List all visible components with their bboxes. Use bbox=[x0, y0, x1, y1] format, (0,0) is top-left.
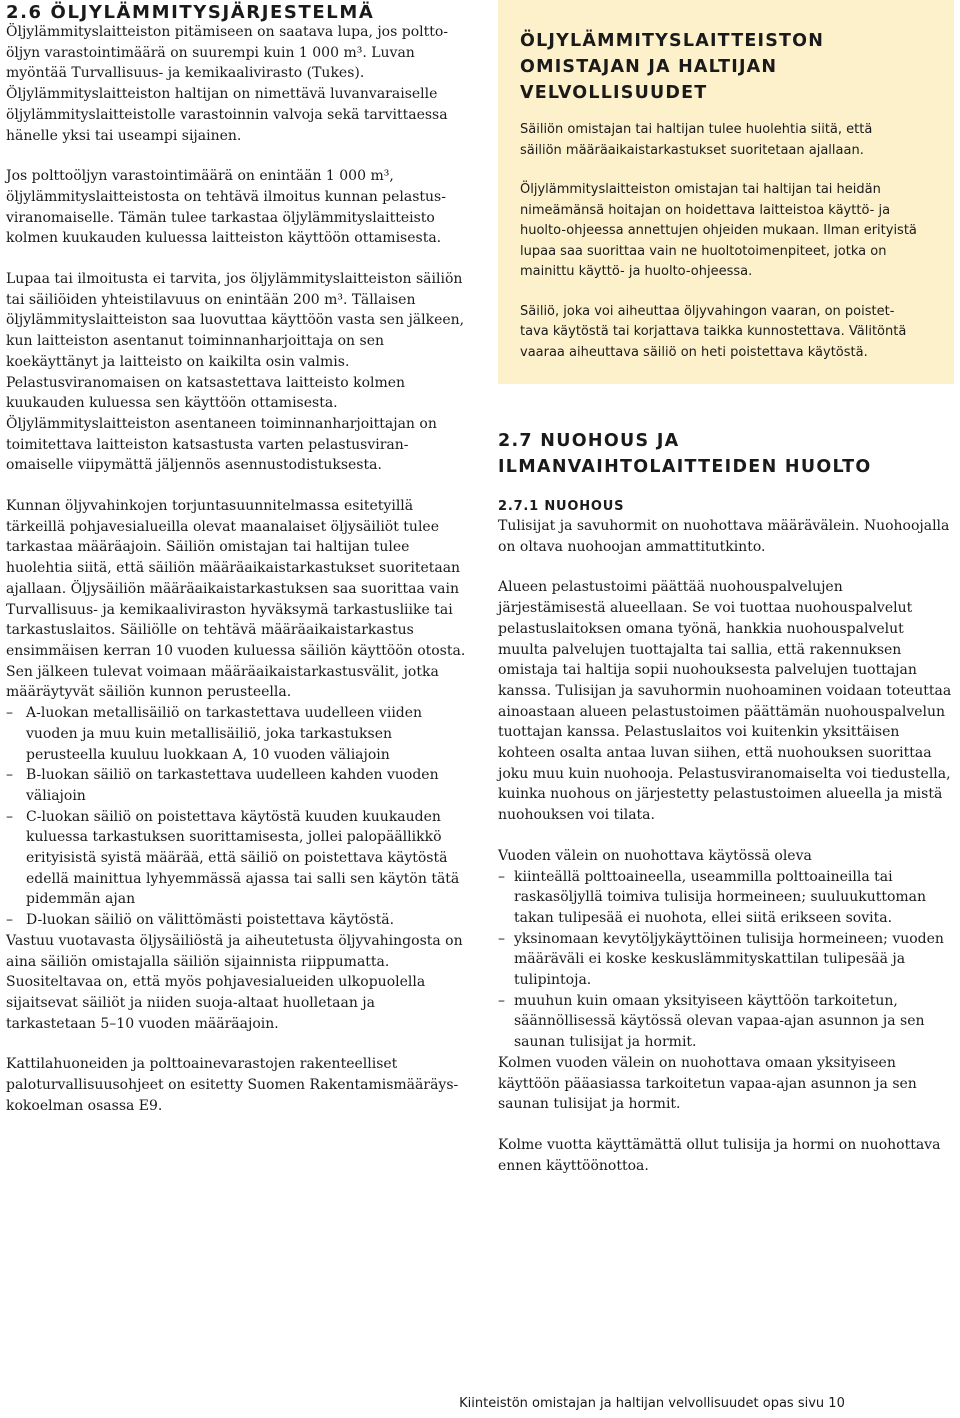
paragraph-fire-safety: Kattilahuoneiden ja polttoainevarastojen rakenteelliset paloturvallisuusohjeet on esitetty Suomen Rakentamismääräyskokoelman osassa E9. bbox=[6, 1056, 459, 1114]
section-title-2-6: 2.6 ÖLJYLÄMMITYSJÄRJESTELMÄ bbox=[6, 2, 375, 23]
paragraph-unused: Kolme vuotta käyttämättä ollut tulisija ja hormi on nuohottava ennen käyttöönottoa. bbox=[498, 1136, 941, 1174]
paragraph-inspections: Kunnan öljyvahinkojen torjuntasuunnitelmassa esitetyillä tärkeillä pohjavesialueilla olevat maanalaiset öljysäiliöt tulee tarkastaa määräajoin. Säiliön omistajan tai haltijan tulee huolehtia siitä, että säiliön määräaikaistarkastukset suoritetaan ajallaan. Öljysäiliön määräaikaistarkastuksen saa suorittaa vain Turvallisuus- ja kemikaaliviraston hyväksymä tarkastusliike tai tarkastuslaitos. Säiliölle on tehtävä määräaikaistarkastus ensimmäisen kerran 10 vuoden kuluessa säiliön käyttöön otosta. Sen jälkeen tulevat voimaan määräaikaistarkastusvälit, jotka määräytyvät säiliön kunnon perusteella. bbox=[6, 498, 466, 701]
left-column bbox=[6, 0, 468, 1116]
paragraph-no-permit: Lupaa tai ilmoitusta ei tarvita, jos öljylämmityslaitteiston säiliön tai säiliöiden yhteistilavuus on enintään 200 m³. Tällaisen öljylämmityslaitteiston saa luovuttaa käyttöön vasta sen jälkeen, kun laitteiston asentanut toiminnanharjoittaja on sen koekäyttänyt ja laitteisto on kaikilta osin valmis. Pelastusviranomaisen on katsastettava laitteisto kolmen kuukauden kuluessa sen käyttöön ottamisesta. Öljylämmityslaitteiston asentaneen toiminnanharjoittajan on toimitettava laitteiston katsastusta varten pelastusviranomaiselle viipymättä jäljennös asennustodistuksesta. bbox=[6, 271, 465, 474]
paragraph-list-intro: Vuoden välein on nuohottava käytössä oleva bbox=[498, 847, 812, 864]
tank-class-list bbox=[6, 703, 468, 931]
infobox-paragraph: Öljylämmityslaitteiston omistajan tai haltijan tai heidän nimeämänsä hoitajan on hoidettava laitteistoa käyttö- ja huolto-ohjeessa annettujen ohjeiden mukaan. Ilman erityistä lupaa saa suorittaa vain ne huoltotoimenpiteet, jotka on mainittu käyttö- ja huolto-ohjeessa. bbox=[520, 182, 917, 279]
paragraph-chimney-sweep: Tulisijat ja savuhormit on nuohottava määrävälein. Nuohoojalla on oltava nuohoojan ammattitutkinto. bbox=[498, 518, 950, 555]
paragraph-permit: Öljylämmityslaitteiston pitämiseen on saatava lupa, jos polttoöljyn varastointimäärä on suurempi kuin 1 000 m³. Luvan myöntää Turvallisuus- ja kemikaalivirasto (Tukes). Öljylämmityslaitteiston haltijan on nimettävä luvanvaraiselle öljylämmityslaitteistolle varastoinnin valvoja sekä tarvittaessa hänelle yksi tai useampi sijainen. bbox=[6, 24, 449, 144]
subsection-title-2-7-1: 2.7.1 NUOHOUS bbox=[498, 499, 625, 514]
list-item: – muuhun kuin omaan yksityiseen käyttöön tarkoitetun, säännöllisessä käytössä olevan vapaa-ajan asunnon ja sen saunan tulisijat ja hormit. bbox=[498, 991, 954, 1053]
right-column bbox=[498, 428, 954, 1176]
section-title-2-7: 2.7 NUOHOUS JA ILMANVAIHTOLAITTEIDEN HUOLTO bbox=[498, 431, 872, 477]
sweep-interval-list bbox=[498, 867, 954, 1053]
infobox-title: ÖLJYLÄMMITYSLAITTEISTON OMISTAJAN JA HALTIJAN VELVOLLISUUDET bbox=[520, 31, 825, 103]
list-item: – kiinteällä polttoaineella, useammilla polttoaineilla tai raskasöljyllä toimiva tulisija hormeineen; suuluukuttoman takan tulipesää ei nuohota, ellei siitä erikseen sovita. bbox=[498, 867, 954, 929]
list-item: – C-luokan säiliö on poistettava käytöstä kuuden kuukauden kuluessa tarkastuksen suorittamisesta, jollei palopäällikkö erityisistä syistä määrää, että säiliö on poistettava käytöstä edellä mainittua lyhyemmässä ajassa tai salli sen käytön tätä pidemmän ajan bbox=[6, 807, 468, 911]
list-item: – D-luokan säiliö on välittömästi poistettava käytöstä. bbox=[6, 910, 468, 931]
paragraph-notification: Jos polttoöljyn varastointimäärä on enintään 1 000 m³, öljylämmityslaitteistosta on tehtävä ilmoitus kunnan pelastusviranomaiselle. Tämän tulee tarkastaa öljylämmityslaitteisto kolmen kuukauden kuluessa laitteiston käyttöön ottamisesta. bbox=[6, 168, 446, 247]
obligations-infobox bbox=[498, 0, 954, 384]
paragraph-services: Alueen pelastustoimi päättää nuohouspalvelujen järjestämisestä alueellaan. Se voi tuottaa nuohouspalvelut pelastuslaitoksen omana työnä, hankkia nuohouspalvelut muulta palvelujen tuottajalta tai sallia, että rakennuksen omistaja tai haltija sopii nuohouksesta palvelujen tuottajan kanssa. Tulisijan ja savuhormin nuohoaminen voidaan toteuttaa ainoastaan alueen pelastustoimen päättämän nuohouspalvelun tuottajan kanssa. Pelastuslaitos voi kuitenkin yksittäisen kohteen osalta antaa luvan siihen, että nuohouksen suorittaa joku muu kuin nuohooja. Pelastusviranomaiselta voi tiedustella, kuinka nuohous on järjestetty pelastustoimen alueella ja mistä nuohouksen voi tilata. bbox=[498, 579, 952, 824]
infobox-paragraph: Säiliön omistajan tai haltijan tulee huolehtia siitä, että säiliön määräaikaistarkastukset suoritetaan ajallaan. bbox=[520, 122, 873, 158]
paragraph-responsibility: Vastuu vuotavasta öljysäiliöstä ja aiheutetusta öljyvahingosta on aina säiliön omistajalla säiliön sijainnista riippumatta. Suositeltavaa on, että myös pohjavesialueiden ulkopuolella sijaitsevat säiliöt ja niiden suoja-altaat huolletaan ja tarkastetaan 5–10 vuoden määräajoin. bbox=[6, 932, 463, 1032]
footer-text: Kiinteistön omistajan ja haltijan velvollisuudet opas sivu 10 bbox=[459, 1396, 845, 1411]
list-item: – B-luokan säiliö on tarkastettava uudelleen kahden vuoden väliajoin bbox=[6, 765, 468, 806]
page-footer bbox=[0, 1396, 960, 1411]
list-item: – A-luokan metallisäiliö on tarkastettava uudelleen viiden vuoden ja muu kuin metallisäiliö, joka tarkastuksen perusteella kuuluu luokkaan A, 10 vuoden väliajoin bbox=[6, 703, 468, 765]
paragraph-three-years: Kolmen vuoden välein on nuohottava omaan yksityiseen käyttöön pääasiassa tarkoitetun vapaa-ajan asunnon ja sen saunan tulisijat ja hormit. bbox=[498, 1054, 917, 1113]
infobox-paragraph: Säiliö, joka voi aiheuttaa öljyvahingon vaaran, on poistet- tava käytöstä tai korjattava taikka kunnostettava. Välitöntä vaaraa aiheuttava säiliö on heti poistettava käytöstä. bbox=[520, 303, 907, 360]
list-item: – yksinomaan kevytöljykäyttöinen tulisija hormeineen; vuoden määräväli ei koske keskuslämmityskattilan tulipesää ja tulipintoja. bbox=[498, 929, 954, 991]
